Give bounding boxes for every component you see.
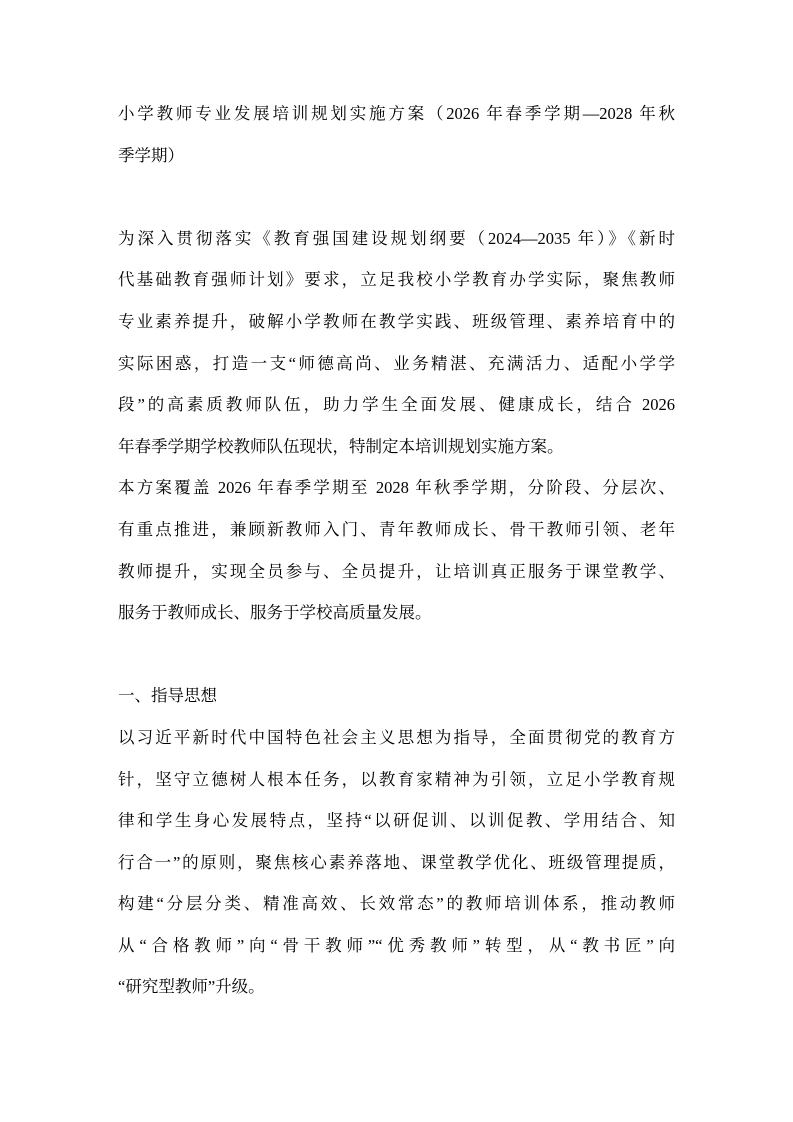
paragraph-line: 专业素养提升，破解小学教师在教学实践、班级管理、素养培育中的 — [118, 311, 675, 331]
section-heading-guiding-ideology — [118, 675, 675, 717]
paragraph-line: 实际困惑，打造一支“师德高尚、业务精湛、充满活力、适配小学学 — [118, 353, 675, 373]
document-title — [118, 93, 675, 176]
paragraph-line: 从“合格教师”向“骨干教师”“优秀教师”转型，从“教书匠”向 — [118, 935, 675, 955]
paragraph-line: 为深入贯彻落实《教育强国建设规划纲要（2024—2035 年）》《新时 — [118, 228, 675, 248]
blank-line — [118, 634, 675, 676]
paragraph-line: 本方案覆盖 2026 年春季学期至 2028 年秋季学期，分阶段、分层次、 — [118, 478, 675, 498]
paragraph-line: 年春季学期学校教师队伍现状，特制定本培训规划实施方案。 — [118, 436, 564, 456]
section-heading-text: 一、指导思想 — [118, 686, 217, 706]
document-content — [118, 93, 675, 1008]
title-line-2: 季学期） — [118, 145, 184, 165]
blank-line — [118, 176, 675, 218]
paragraph-line: “研究型教师”升级。 — [118, 977, 265, 997]
paragraph-purpose — [118, 218, 675, 468]
paragraph-scope — [118, 467, 675, 633]
paragraph-line: 有重点推进，兼顾新教师入门、青年教师成长、骨干教师引领、老年 — [118, 519, 675, 539]
title-line-1: 小学教师专业发展培训规划实施方案（2026 年春季学期—2028 年秋 — [118, 104, 675, 123]
paragraph-line: 行合一”的原则，聚焦核心素养落地、课堂教学优化、班级管理提质， — [118, 852, 675, 872]
paragraph-line: 代基础教育强师计划》要求，立足我校小学教育办学实际，聚焦教师 — [118, 270, 675, 290]
paragraph-line: 构建“分层分类、精准高效、长效常态”的教师培训体系，推动教师 — [118, 894, 675, 914]
paragraph-line: 律和学生身心发展特点，坚持“以研促训、以训促教、学用结合、知 — [118, 811, 675, 831]
paragraph-line: 以习近平新时代中国特色社会主义思想为指导，全面贯彻党的教育方 — [118, 727, 675, 747]
paragraph-line: 教师提升，实现全员参与、全员提升，让培训真正服务于课堂教学、 — [118, 561, 675, 581]
paragraph-line: 针，坚守立德树人根本任务，以教育家精神为引领，立足小学教育规 — [118, 769, 675, 789]
paragraph-guiding-ideology — [118, 717, 675, 1008]
paragraph-line: 段”的高素质教师队伍，助力学生全面发展、健康成长，结合 2026 — [118, 395, 675, 415]
paragraph-line: 服务于教师成长、服务于学校高质量发展。 — [118, 603, 432, 623]
